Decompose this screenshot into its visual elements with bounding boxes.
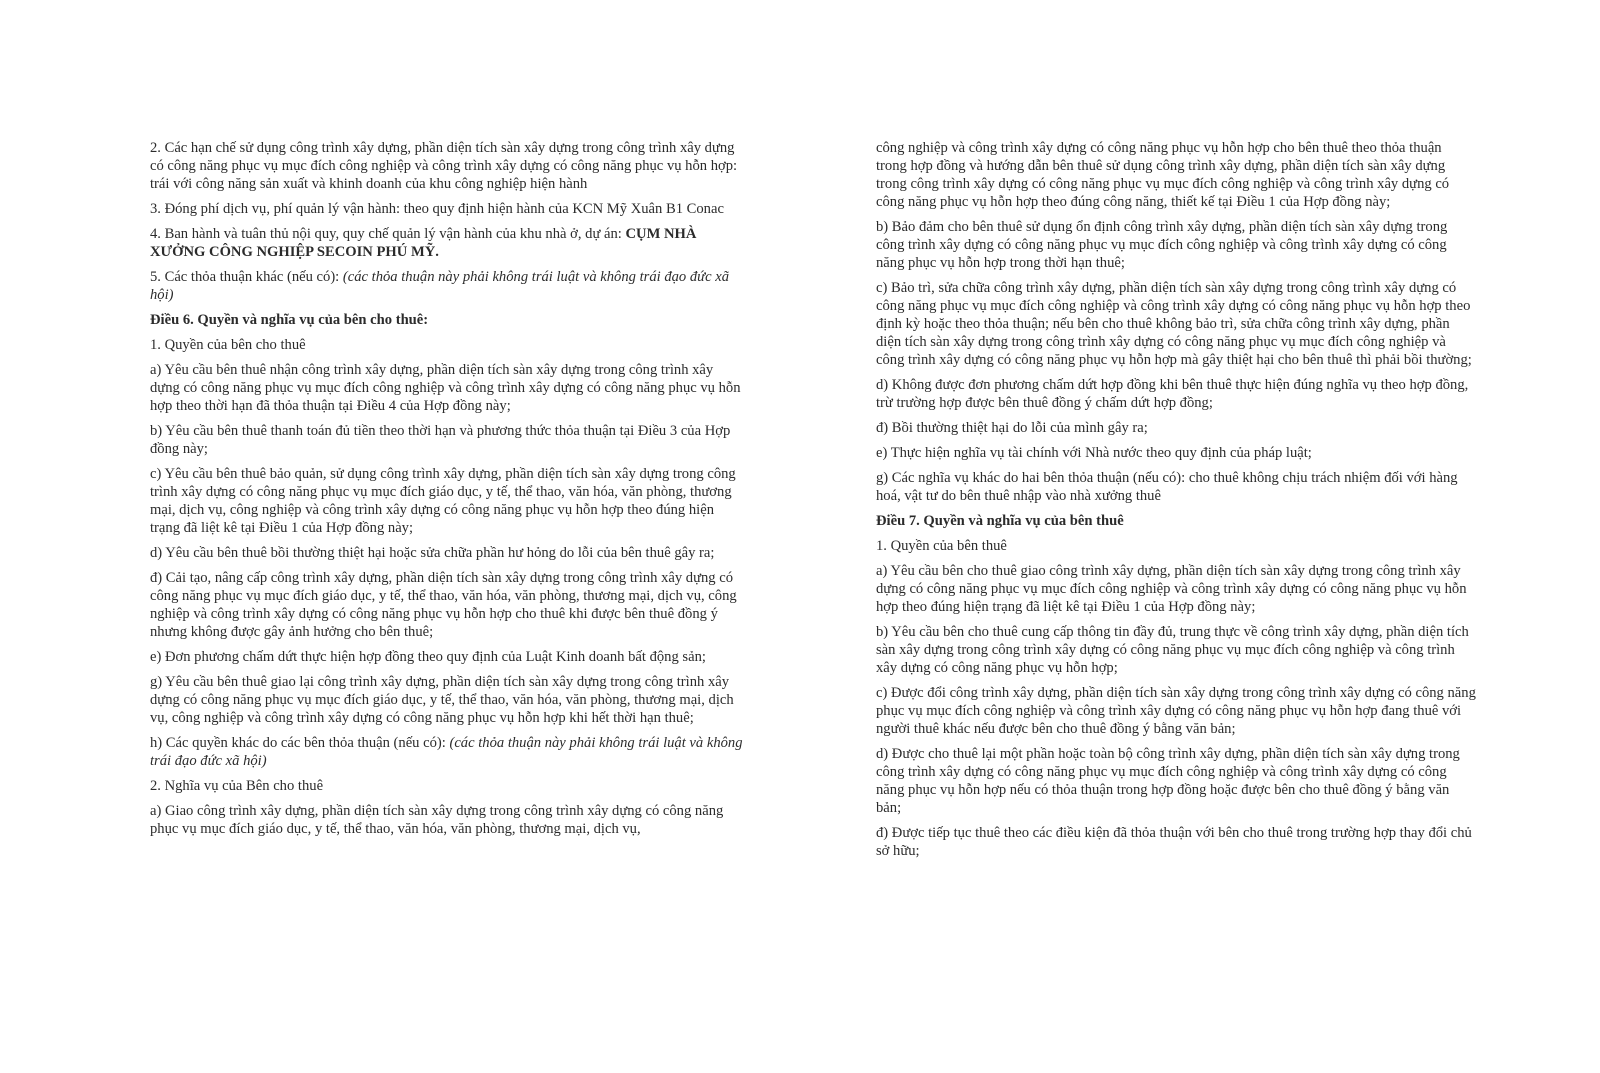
- paragraph: c) Bảo trì, sửa chữa công trình xây dựng, phần diện tích sàn xây dựng trong công trình xây dựng có công năng phục vụ mục đích công nghiệp và công trình xây dựng có công năng phục vụ hỗn hợp theo định kỳ hoặc theo thỏa thuận; nếu bên cho thuê không bảo trì, sửa chữa công trình xây dựng, phần diện tích sàn xây dựng trong công trình xây dựng có công năng phục vụ mục đích công nghiệp và công trình xây dựng có công năng phục vụ hỗn hợp mà gây thiệt hại cho bên thuê thì phải bồi thường;: [876, 280, 1472, 368]
- paragraph: g) Yêu cầu bên thuê giao lại công trình xây dựng, phần diện tích sàn xây dựng trong công trình xây dựng có công năng phục vụ mục đích giáo dục, y tế, thể thao, văn hóa, văn phòng, thương mại, dịch vụ, công nghiệp và công trình xây dựng có công năng phục vụ hỗn hợp khi hết thời hạn thuê;: [150, 674, 734, 726]
- paragraph: d) Yêu cầu bên thuê bồi thường thiệt hại hoặc sửa chữa phần hư hỏng do lỗi của bên thuê gây ra;: [150, 545, 715, 561]
- paragraph: [150, 268, 746, 304]
- paragraph: 2. Nghĩa vụ của Bên cho thuê: [150, 778, 324, 794]
- paragraph: 1. Quyền của bên cho thuê: [150, 337, 306, 353]
- paragraph: b) Yêu cầu bên thuê thanh toán đủ tiền theo thời hạn và phương thức thỏa thuận tại Điều 3 của Hợp đồng này;: [150, 423, 731, 457]
- left-column: [150, 139, 746, 845]
- project-name: CỤM NHÀ XƯỞNG CÔNG NGHIỆP SECOIN PHÚ MỸ.: [150, 226, 697, 260]
- right-column: [876, 139, 1476, 867]
- paragraph-text: 4. Ban hành và tuân thủ nội quy, quy chế quản lý vận hành của khu nhà ở, dự án:: [150, 226, 626, 242]
- paragraph: c) Được đổi công trình xây dựng, phần diện tích sàn xây dựng trong công trình xây dựng có công năng phục vụ mục đích công nghiệp và công trình xây dựng có công năng phục vụ hỗn hợp đang thuê với người thuê khác nếu được bên cho thuê đồng ý bằng văn bản;: [876, 685, 1476, 737]
- paragraph: đ) Bồi thường thiệt hại do lỗi của mình gây ra;: [876, 420, 1148, 436]
- paragraph: [150, 734, 746, 770]
- paragraph-text: h) Các quyền khác do các bên thỏa thuận (nếu có):: [150, 735, 450, 751]
- paragraph: c) Yêu cầu bên thuê bảo quản, sử dụng công trình xây dựng, phần diện tích sàn xây dựng trong công trình xây dựng có công năng phục vụ mục đích giáo dục, y tế, thể thao, văn hóa, văn phòng, thương mại, dịch vụ, công nghiệp và công trình xây dựng có công năng phục vụ hỗn hợp theo đúng hiện trạng đã liệt kê tại Điều 1 của Hợp đồng này;: [150, 466, 736, 536]
- paragraph: 3. Đóng phí dịch vụ, phí quản lý vận hành: theo quy định hiện hành của KCN Mỹ Xuân B1 Conac: [150, 201, 724, 217]
- article-heading: Điều 6. Quyền và nghĩa vụ của bên cho thuê:: [150, 312, 429, 328]
- paragraph: e) Thực hiện nghĩa vụ tài chính với Nhà nước theo quy định của pháp luật;: [876, 445, 1312, 461]
- paragraph-text: 5. Các thỏa thuận khác (nếu có):: [150, 269, 343, 285]
- paragraph: d) Không được đơn phương chấm dứt hợp đồng khi bên thuê thực hiện đúng nghĩa vụ theo hợp đồng, trừ trường hợp được bên thuê đồng ý chấm dứt hợp đồng;: [876, 377, 1469, 411]
- paragraph-note: (các thỏa thuận này phải không trái luật và không trái đạo đức xã hội): [150, 269, 730, 303]
- paragraph: a) Giao công trình xây dựng, phần diện tích sàn xây dựng trong công trình xây dựng có công năng phục vụ mục đích giáo dục, y tế, thể thao, văn hóa, văn phòng, thương mại, dịch vụ,: [150, 803, 724, 837]
- paragraph: [150, 225, 746, 261]
- paragraph: b) Yêu cầu bên cho thuê cung cấp thông tin đầy đủ, trung thực về công trình xây dựng, phần diện tích sàn xây dựng trong công trình xây dựng có công năng phục vụ mục đích công nghiệp và công trình xây dựng có công năng phục vụ hỗn hợp;: [876, 624, 1469, 676]
- paragraph: a) Yêu cầu bên cho thuê giao công trình xây dựng, phần diện tích sàn xây dựng trong công trình xây dựng có công năng phục vụ mục đích công nghiệp và công trình xây dựng có công năng phục vụ hỗn hợp theo đúng hiện trạng đã liệt kê tại Điều 1 của Hợp đồng này;: [876, 563, 1467, 615]
- paragraph: đ) Được tiếp tục thuê theo các điều kiện đã thỏa thuận với bên cho thuê trong trường hợp thay đổi chủ sở hữu;: [876, 825, 1472, 859]
- paragraph: g) Các nghĩa vụ khác do hai bên thỏa thuận (nếu có): cho thuê không chịu trách nhiệm đối với hàng hoá, vật tư do bên thuê nhập vào nhà xưởng thuê: [876, 470, 1458, 504]
- paragraph: e) Đơn phương chấm dứt thực hiện hợp đồng theo quy định của Luật Kinh doanh bất động sản;: [150, 649, 706, 665]
- paragraph-note: (các thỏa thuận này phải không trái luật và không trái đạo đức xã hội): [150, 735, 743, 769]
- paragraph: d) Được cho thuê lại một phần hoặc toàn bộ công trình xây dựng, phần diện tích sàn xây dựng trong công trình xây dựng có công năng phục vụ mục đích công nghiệp và công trình xây dựng có công năng phục vụ hỗn hợp nếu có thỏa thuận trong hợp đồng hoặc được bên cho thuê đồng ý bằng văn bản;: [876, 746, 1460, 816]
- article-heading: Điều 7. Quyền và nghĩa vụ của bên thuê: [876, 513, 1124, 529]
- paragraph: b) Bảo đảm cho bên thuê sử dụng ổn định công trình xây dựng, phần diện tích sàn xây dựng trong công trình xây dựng có công năng phục vụ mục đích công nghiệp và công trình xây dựng có công năng phục vụ hỗn hợp trong thời hạn thuê;: [876, 219, 1448, 271]
- paragraph: 1. Quyền của bên thuê: [876, 538, 1007, 554]
- paragraph: đ) Cải tạo, nâng cấp công trình xây dựng, phần diện tích sàn xây dựng trong công trình xây dựng có công năng phục vụ mục đích giáo dục, y tế, thể thao, văn hóa, văn phòng, thương mại, dịch vụ, công nghiệp và công trình xây dựng có công năng phục vụ hỗn hợp cho thuê khi được bên thuê đồng ý nhưng không được gây ảnh hưởng cho bên thuê;: [150, 570, 737, 640]
- paragraph: công nghiệp và công trình xây dựng có công năng phục vụ hỗn hợp cho bên thuê theo thỏa thuận trong hợp đồng và hướng dẫn bên thuê sử dụng công trình xây dựng, phần diện tích sàn xây dựng trong công trình xây dựng có công năng phục vụ mục đích công nghiệp và công trình xây dựng có công năng phục vụ hỗn hợp theo đúng công năng, thiết kế tại Điều 1 của Hợp đồng này;: [876, 140, 1450, 210]
- paragraph: 2. Các hạn chế sử dụng công trình xây dựng, phần diện tích sàn xây dựng trong công trình xây dựng có công năng phục vụ mục đích công nghiệp và công trình xây dựng có công năng phục vụ hỗn hợp: trái với công năng sản xuất và khinh doanh của khu công nghiệp hiện hành: [150, 140, 738, 192]
- paragraph: a) Yêu cầu bên thuê nhận công trình xây dựng, phần diện tích sàn xây dựng trong công trình xây dựng có công năng phục vụ mục đích công nghiệp và công trình xây dựng có công năng phục vụ hỗn hợp theo thời hạn đã thỏa thuận tại Điều 4 của Hợp đồng này;: [150, 362, 741, 414]
